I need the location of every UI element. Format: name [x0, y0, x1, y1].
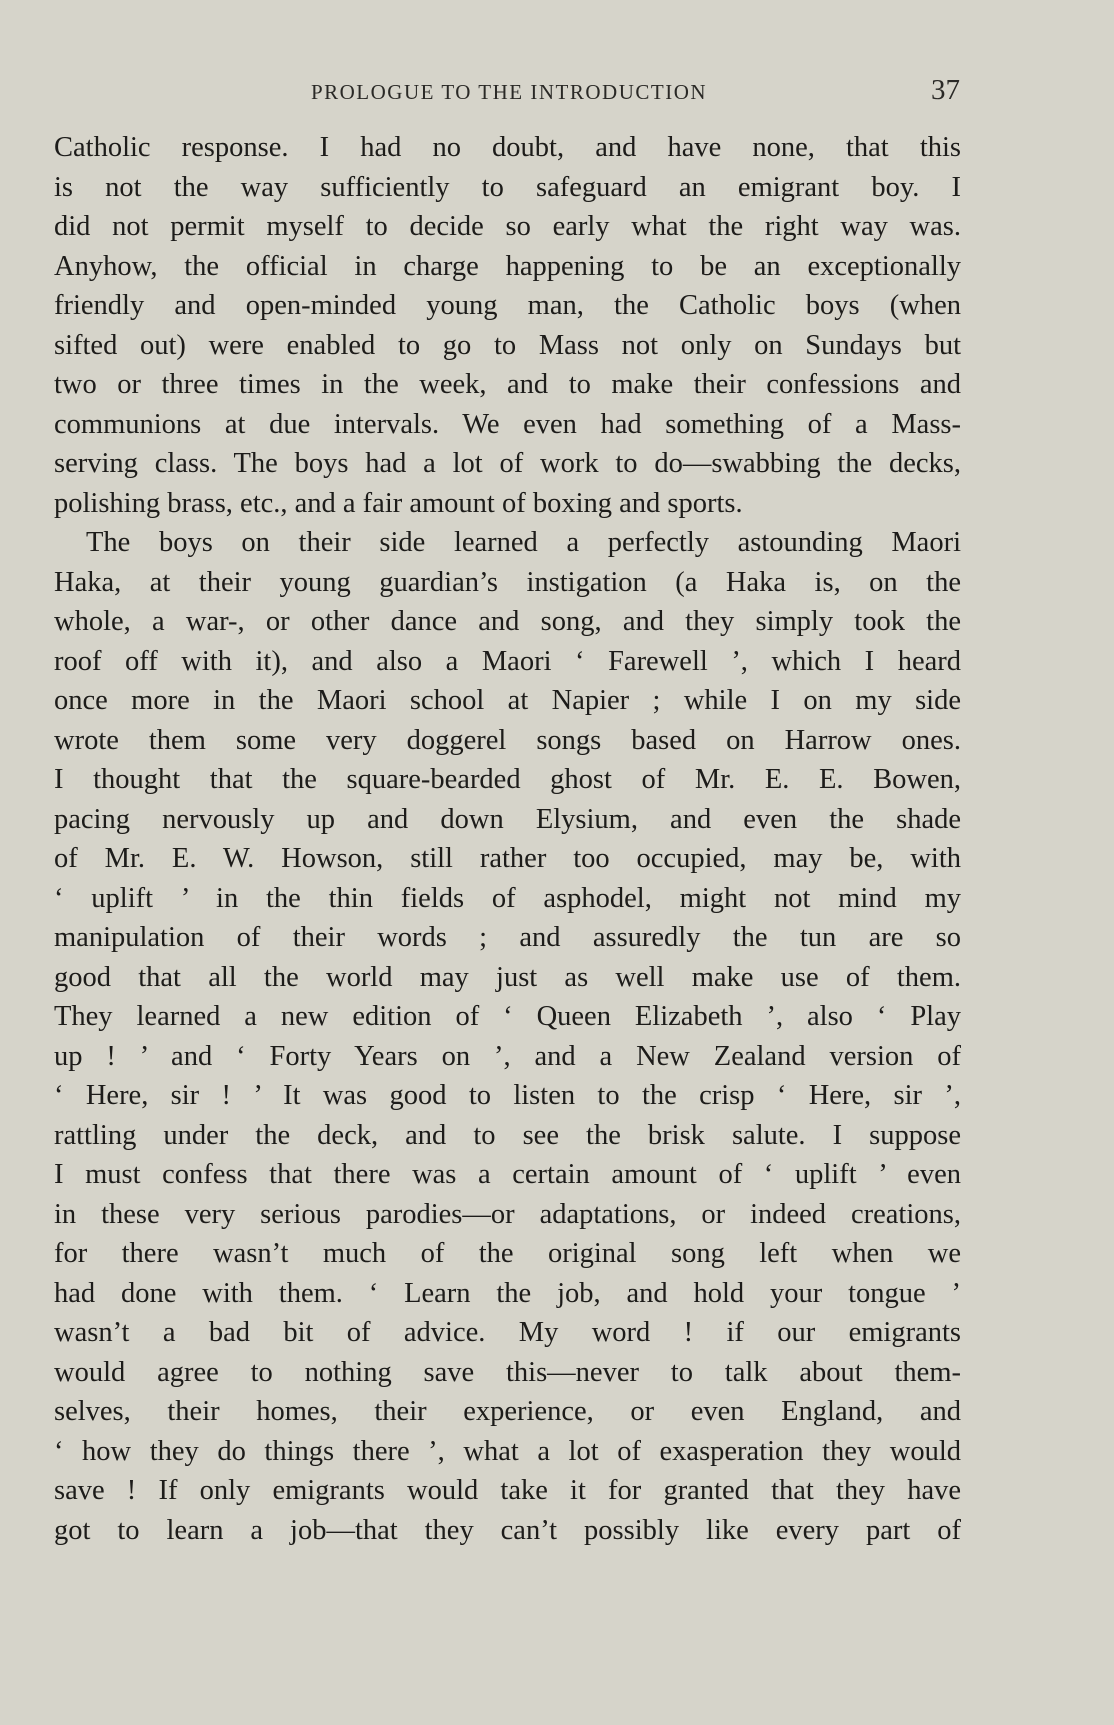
text-line: ‘ how they do things there ’, what a lot of exasperation they would [54, 1435, 961, 1467]
text-line: had done with them. ‘ Learn the job, and hold your tongue ’ [54, 1277, 961, 1309]
text-line: I thought that the square-bearded ghost of Mr. E. E. Bowen, [54, 764, 961, 795]
text-line: Haka, at their young guardian’s instigation (a Haka is, on the [54, 566, 961, 598]
text-line: rattling under the deck, and to see the brisk salute. I suppose [54, 1119, 961, 1151]
text-line: communions at due intervals. We even had something of a Mass- [54, 408, 961, 440]
text-line: sifted out) were enabled to go to Mass not only on Sundays but [54, 329, 961, 361]
text-line: polishing brass, etc., and a fair amount of boxing and sports. [54, 487, 743, 519]
text-line: whole, a war-, or other dance and song, and they simply took the [54, 606, 961, 637]
text-line: would agree to nothing save this—never to talk about them- [54, 1356, 961, 1388]
text-line: got to learn a job—that they can’t possibly like every part of [54, 1514, 961, 1546]
text-line: I must confess that there was a certain amount of ‘ uplift ’ even [54, 1159, 961, 1190]
text-line: save ! If only emigrants would take it for granted that they have [54, 1475, 961, 1506]
text-line: Catholic response. I had no doubt, and have none, that this [54, 132, 961, 163]
text-line: two or three times in the week, and to make their confessions and [54, 369, 961, 400]
text-line: for there wasn’t much of the original song left when we [54, 1238, 961, 1269]
text-line: wrote them some very doggerel songs based on Harrow ones. [54, 724, 961, 756]
text-line: is not the way sufficiently to safeguard an emigrant boy. I [54, 171, 961, 203]
page-number: 37 [931, 74, 960, 106]
text-line: good that all the world may just as well make use of them. [54, 961, 961, 993]
text-line: in these very serious parodies—or adaptations, or indeed creations, [54, 1198, 961, 1230]
text-line: serving class. The boys had a lot of work to do—swabbing the decks, [54, 448, 961, 479]
text-line: did not permit myself to decide so early what the right way was. [54, 211, 961, 242]
text-line: They learned a new edition of ‘ Queen Elizabeth ’, also ‘ Play [54, 1001, 961, 1032]
running-head [58, 74, 960, 114]
text-line: pacing nervously up and down Elysium, and even the shade [54, 803, 961, 835]
text-line: once more in the Maori school at Napier ; while I on my side [54, 685, 961, 716]
text-line: roof off with it), and also a Maori ‘ Farewell ’, which I heard [54, 645, 961, 677]
text-line: ‘ Here, sir ! ’ It was good to listen to the crisp ‘ Here, sir ’, [54, 1080, 961, 1111]
text-line: Anyhow, the official in charge happening to be an exceptionally [54, 250, 961, 282]
text-line: wasn’t a bad bit of advice. My word ! if our emigrants [54, 1317, 961, 1348]
body-text [54, 128, 961, 1550]
text-line: selves, their homes, their experience, or even England, and [54, 1396, 961, 1427]
text-line: ‘ uplift ’ in the thin fields of asphodel, might not mind my [54, 882, 961, 914]
running-title: PROLOGUE TO THE INTRODUCTION [310, 80, 708, 104]
text-line: manipulation of their words ; and assuredly the tun are so [54, 922, 961, 953]
text-line: up ! ’ and ‘ Forty Years on ’, and a New Zealand version of [54, 1040, 961, 1072]
text-line: friendly and open-minded young man, the Catholic boys (when [54, 290, 961, 321]
text-line: The boys on their side learned a perfectly astounding Maori [86, 527, 961, 558]
text-line: of Mr. E. W. Howson, still rather too occupied, may be, with [54, 843, 961, 874]
